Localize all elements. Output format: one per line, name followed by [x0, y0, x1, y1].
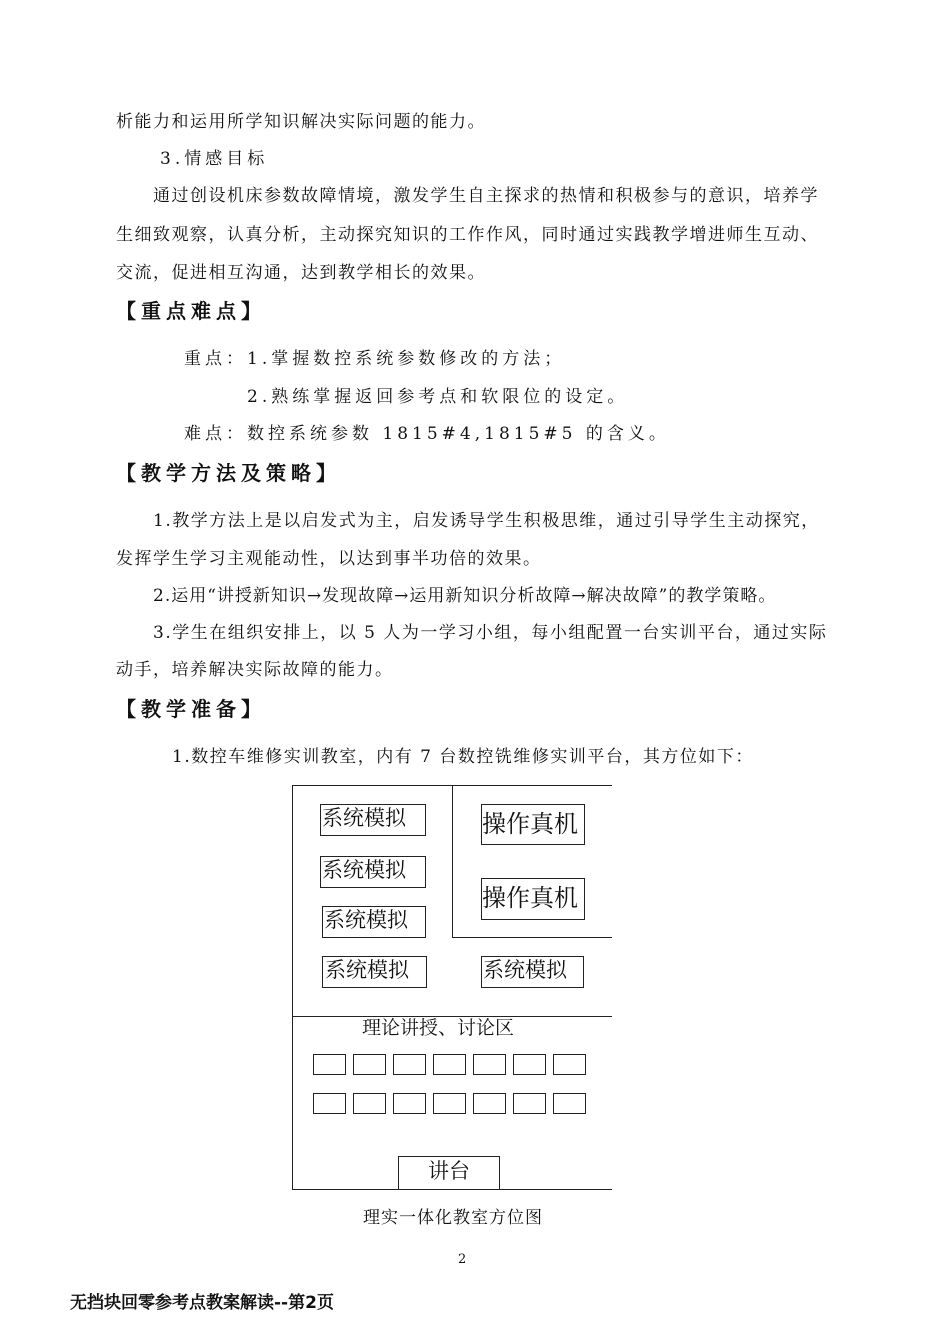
subheading-emotional-goal: 3.情感目标	[160, 149, 269, 169]
sim-station-label: 系统模拟	[325, 958, 409, 982]
student-seat	[553, 1054, 586, 1075]
prep-line: 1.数控车维修实训教室，内有 7 台数控铣维修实训平台，其方位如下：	[172, 747, 754, 767]
method-line: 动手，培养解决实际故障的能力。	[116, 660, 394, 680]
real-machine-label: 操作真机	[482, 884, 578, 912]
student-seat	[513, 1093, 546, 1114]
paragraph-line: 交流，促进相互沟通，达到教学相长的效果。	[116, 263, 486, 283]
page-number: 2	[458, 1252, 467, 1267]
student-seat	[433, 1093, 466, 1114]
sim-station-label: 系统模拟	[322, 858, 406, 882]
sim-station-label: 系统模拟	[322, 806, 406, 830]
section-heading-prep: 【教学准备】	[116, 697, 266, 721]
student-seat	[473, 1054, 506, 1075]
student-seat	[513, 1054, 546, 1075]
student-seat	[473, 1093, 506, 1114]
method-line: 3.学生在组织安排上，以 5 人为一学习小组，每小组配置一台实训平台，通过实际	[153, 623, 828, 643]
sim-station-label: 系统模拟	[483, 958, 567, 982]
paragraph-line: 通过创设机床参数故障情境，激发学生自主探求的热情和积极参与的意识，培养学	[153, 186, 819, 206]
student-seat	[313, 1093, 346, 1114]
theory-area-label: 理论讲授、讨论区	[362, 1017, 515, 1039]
method-line: 2.运用“讲授新知识→发现故障→运用新知识分析故障→解决故障”的教学策略。	[153, 586, 777, 606]
key-point-1: 重点：1.掌握数控系统参数修改的方法；	[184, 349, 566, 369]
paragraph-line: 生细致观察，认真分析，主动探究知识的工作作风，同时通过实践教学增进师生互动、	[116, 225, 819, 245]
key-point-2: 2.熟练掌握返回参考点和软限位的设定。	[247, 387, 629, 407]
student-seat	[393, 1093, 426, 1114]
sim-station-label: 系统模拟	[324, 908, 408, 932]
student-seat	[353, 1054, 386, 1075]
paragraph-line: 析能力和运用所学知识解决实际问题的能力。	[116, 112, 486, 132]
student-seat	[433, 1054, 466, 1075]
footer-title: 无挡块回零参考点教案解读--第2页	[70, 1293, 334, 1313]
section-heading-key-points: 【重点难点】	[116, 299, 266, 323]
student-seat	[553, 1093, 586, 1114]
method-line: 发挥学生学习主观能动性，以达到事半功倍的效果。	[116, 549, 542, 569]
real-machine-label: 操作真机	[482, 810, 578, 838]
student-seat	[313, 1054, 346, 1075]
section-heading-methods: 【教学方法及策略】	[116, 461, 341, 485]
student-seat	[393, 1054, 426, 1075]
podium-label: 讲台	[428, 1159, 470, 1183]
method-line: 1.教学方法上是以启发式为主，启发诱导学生积极思维，通过引导学生主动探究，	[153, 511, 820, 531]
diagram-caption: 理实一体化教室方位图	[363, 1208, 543, 1228]
difficult-point: 难点：数控系统参数 1815#4,1815#5 的含义。	[184, 424, 670, 444]
student-seat	[353, 1093, 386, 1114]
